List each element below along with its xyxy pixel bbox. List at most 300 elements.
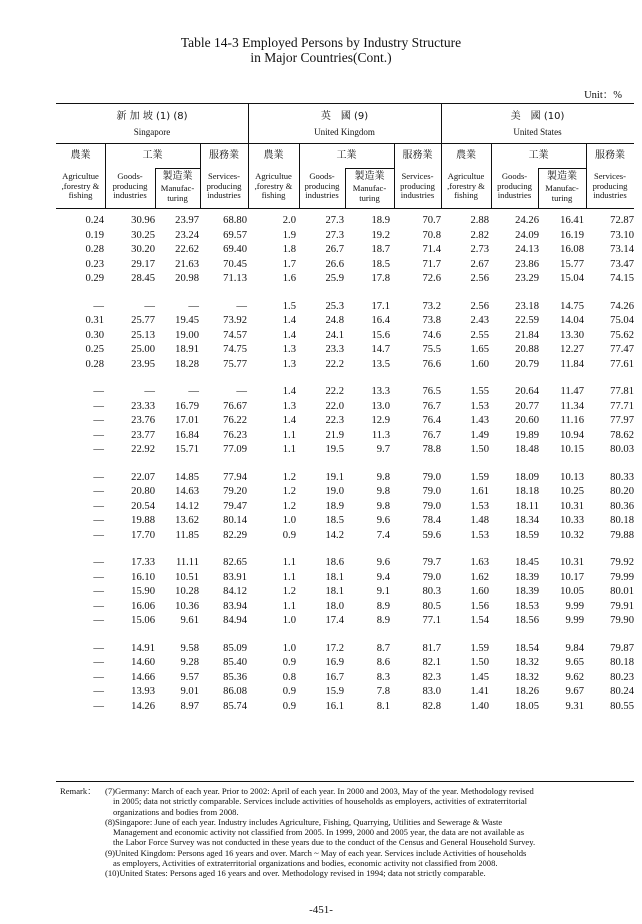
table-cell: 76.6	[422, 358, 441, 370]
table-cell: 9.8	[376, 500, 390, 512]
table-cell: 8.9	[376, 615, 390, 626]
table-cell: 2.56	[470, 273, 489, 284]
table-row	[56, 685, 634, 700]
table-cell: 1.50	[470, 444, 489, 455]
table-cell: 76.23	[223, 429, 247, 441]
table-cell: 30.96	[131, 215, 155, 226]
table-cell: —	[144, 386, 155, 397]
table-cell: 85.40	[223, 657, 247, 668]
us-services-en: Services- producing industries	[592, 171, 628, 201]
table-cell: 9.4	[376, 571, 390, 583]
table-row	[56, 514, 634, 529]
table-row	[56, 656, 634, 671]
table-cell: 26.6	[325, 258, 344, 270]
table-cell: 16.79	[175, 400, 199, 412]
sg-mfg-box-top	[155, 168, 200, 169]
table-cell: 77.47	[610, 344, 634, 355]
table-body	[56, 214, 634, 727]
table-cell: 80.03	[610, 444, 634, 455]
table-cell: 22.2	[325, 358, 344, 370]
table-cell: 9.1	[376, 586, 390, 597]
table-cell: 1.0	[282, 642, 296, 654]
table-cell: 2.73	[470, 244, 489, 255]
table-cell: 1.60	[470, 358, 489, 370]
table-cell: 21.84	[515, 329, 539, 341]
table-cell: 80.24	[610, 686, 634, 697]
table-cell: 68.80	[223, 215, 247, 226]
table-cell: 10.17	[560, 571, 584, 583]
table-cell: 1.65	[470, 344, 489, 355]
table-cell: 1.9	[282, 229, 296, 241]
table-cell: 2.43	[470, 315, 489, 326]
table-cell: —	[93, 386, 104, 397]
table-row	[56, 500, 634, 515]
table-cell: —	[93, 486, 104, 497]
table-row	[56, 258, 634, 273]
table-cell: —	[93, 586, 104, 597]
table-cell: 24.8	[325, 315, 344, 326]
table-cell: 19.2	[371, 229, 390, 241]
table-cell: 22.3	[325, 415, 344, 426]
table-cell: 1.2	[282, 500, 296, 512]
table-cell: 17.2	[325, 642, 344, 654]
table-cell: 23.33	[131, 400, 155, 412]
table-cell: 9.6	[376, 557, 390, 568]
table-cell: 23.76	[131, 415, 155, 426]
table-cell: 2.82	[470, 229, 489, 241]
table-cell: 17.8	[371, 273, 390, 284]
table-cell: 79.92	[610, 557, 634, 568]
table-cell: 1.1	[282, 600, 296, 612]
table-cell: 18.1	[325, 586, 344, 597]
table-cell: 21.9	[325, 429, 344, 441]
table-cell: 76.22	[223, 415, 247, 426]
table-cell: 9.28	[180, 657, 199, 668]
table-cell: 1.2	[282, 486, 296, 497]
table-cell: 18.53	[515, 600, 539, 612]
table-cell: 1.49	[470, 429, 489, 441]
table-cell: 14.04	[560, 315, 584, 326]
table-cell: 13.93	[131, 686, 155, 697]
sg-mfg-en: Manufac- turing	[160, 183, 195, 203]
table-cell: 11.34	[560, 400, 584, 412]
table-cell: 80.5	[422, 600, 441, 612]
table-cell: 20.64	[515, 386, 539, 397]
table-cell: —	[93, 429, 104, 441]
table-cell: 1.53	[470, 529, 489, 541]
row-group	[56, 642, 634, 715]
table-cell: 19.45	[175, 315, 199, 326]
table-cell: 10.28	[175, 586, 199, 597]
table-cell: 20.60	[515, 415, 539, 426]
table-cell: 11.84	[560, 358, 584, 370]
table-cell: 20.98	[175, 273, 199, 284]
table-cell: 72.6	[422, 273, 441, 284]
table-cell: 24.1	[325, 329, 344, 341]
table-cell: 0.23	[85, 258, 104, 270]
table-cell: 80.33	[610, 471, 634, 483]
table-cell: 1.59	[470, 642, 489, 654]
us-agri-cn: 農業	[456, 150, 476, 161]
country-us-cn: 美 國 (10)	[510, 111, 565, 122]
table-cell: 69.57	[223, 229, 247, 241]
table-cell: 20.80	[131, 486, 155, 497]
table-cell: 18.39	[515, 571, 539, 583]
table-cell: 78.62	[610, 429, 634, 441]
table-cell: 0.9	[282, 700, 296, 712]
table-cell: 17.33	[131, 557, 155, 568]
table-cell: 75.5	[422, 344, 441, 355]
table-cell: 1.50	[470, 657, 489, 668]
table-cell: 73.47	[610, 258, 634, 270]
table-cell: —	[93, 700, 104, 712]
table-cell: 10.31	[560, 500, 584, 512]
table-cell: 1.4	[282, 329, 296, 341]
row-group	[56, 471, 634, 544]
table-row	[56, 243, 634, 258]
table-cell: 14.85	[175, 471, 199, 483]
table-cell: 79.0	[422, 471, 441, 483]
header-country-rule	[56, 143, 634, 144]
table-cell: 1.48	[470, 515, 489, 526]
table-cell: 10.31	[560, 557, 584, 568]
table-cell: 18.5	[371, 258, 390, 270]
table-cell: 0.9	[282, 529, 296, 541]
table-cell: 71.7	[422, 258, 441, 270]
table-cell: 14.12	[175, 500, 199, 512]
remark-line: in 2005; data not strictly comparable. Services include activities of households as employers, activities of extraterritorial	[113, 796, 528, 807]
remark-line: organizations and bodies from 2008.	[113, 806, 239, 817]
table-cell: 74.6	[422, 329, 441, 341]
table-row	[56, 585, 634, 600]
table-cell: 76.7	[422, 400, 441, 412]
table-cell: 10.05	[560, 586, 584, 597]
table-cell: 16.06	[131, 600, 155, 612]
table-cell: 18.9	[325, 500, 344, 512]
table-cell: 1.8	[282, 244, 296, 255]
table-cell: 77.81	[610, 386, 634, 397]
table-cell: 79.87	[610, 642, 634, 654]
table-cell: 74.57	[223, 329, 247, 341]
table-cell: 16.1	[325, 700, 344, 712]
table-cell: 1.4	[282, 386, 296, 397]
table-cell: 1.55	[470, 386, 489, 397]
remark-line: Management and economic activity not classified from 2005. In 1999, 2000 and 2005 year, the data are not available as	[113, 827, 525, 838]
table-cell: 11.11	[175, 557, 199, 568]
table-bottom-rule	[56, 781, 634, 782]
table-cell: 1.59	[470, 471, 489, 483]
table-cell: 30.25	[131, 229, 155, 241]
table-cell: 74.75	[223, 344, 247, 355]
table-cell: 1.45	[470, 671, 489, 683]
table-cell: 9.62	[565, 671, 584, 683]
table-cell: 69.40	[223, 244, 247, 255]
table-cell: 30.20	[131, 244, 155, 255]
table-cell: 24.09	[515, 229, 539, 241]
table-cell: 1.63	[470, 557, 489, 568]
table-cell: 73.10	[610, 229, 634, 241]
table-cell: 85.74	[223, 700, 247, 712]
table-cell: 77.94	[223, 471, 247, 483]
table-cell: 15.04	[560, 273, 584, 284]
table-cell: 1.43	[470, 415, 489, 426]
sg-agri-en: Agricultue ,forestry & fishing	[61, 171, 100, 201]
table-row	[56, 300, 634, 315]
table-cell: 8.97	[180, 700, 199, 712]
table-cell: 20.54	[131, 500, 155, 512]
table-cell: 25.9	[325, 273, 344, 284]
title-line-1: Table 14-3 Employed Persons by Industry Structure	[180, 35, 462, 50]
table-cell: —	[93, 642, 104, 654]
table-cell: 18.32	[515, 671, 539, 683]
table-cell: 18.28	[175, 358, 199, 370]
table-cell: 1.3	[282, 400, 296, 412]
table-cell: 76.7	[422, 429, 441, 441]
table-cell: 20.79	[515, 358, 539, 370]
table-row	[56, 343, 634, 358]
table-cell: 10.13	[560, 471, 584, 483]
table-cell: 70.45	[223, 258, 247, 270]
table-cell: —	[93, 571, 104, 583]
unit-label: Unit：%	[584, 90, 622, 101]
table-cell: 18.7	[371, 244, 390, 255]
table-cell: 2.88	[470, 215, 489, 226]
table-row	[56, 385, 634, 400]
table-cell: 14.2	[325, 529, 344, 541]
table-cell: —	[144, 300, 155, 312]
table-cell: 76.5	[422, 386, 441, 397]
table-cell: 18.54	[515, 642, 539, 654]
country-singapore-cn: 新 加 坡 (1) (8)	[116, 111, 188, 122]
table-cell: 18.59	[515, 529, 539, 541]
table-cell: 16.4	[371, 315, 390, 326]
sg-goods-en: Goods- producing industries	[112, 171, 148, 201]
table-row	[56, 329, 634, 344]
table-cell: 78.4	[422, 515, 441, 526]
table-cell: 10.33	[560, 515, 584, 526]
table-cell: 80.18	[610, 515, 634, 526]
table-cell: 79.20	[223, 486, 247, 497]
uk-mfg-box-top	[345, 168, 394, 169]
table-cell: 80.36	[610, 500, 634, 512]
table-row	[56, 642, 634, 657]
table-cell: 1.2	[282, 471, 296, 483]
table-cell: —	[93, 444, 104, 455]
table-cell: —	[93, 500, 104, 512]
row-group	[56, 556, 634, 629]
remark-line: the Labor Force Survey was not conducted in these years due to the conduct of the Census and General Household Survey.	[113, 837, 536, 848]
table-cell: 14.26	[131, 700, 155, 712]
us-agri-en: Agricultue ,forestry & fishing	[447, 171, 485, 201]
table-cell: 27.3	[325, 229, 344, 241]
table-cell: 18.26	[515, 686, 539, 697]
country-singapore-en: Singapore	[133, 127, 171, 137]
table-cell: 80.18	[610, 657, 634, 668]
table-row	[56, 614, 634, 629]
table-cell: 10.94	[560, 429, 584, 441]
table-cell: 9.99	[565, 600, 584, 612]
table-cell: 19.1	[325, 471, 344, 483]
table-cell: 9.99	[565, 615, 584, 626]
table-cell: 9.8	[376, 486, 390, 497]
table-cell: 18.91	[175, 344, 199, 355]
table-cell: 73.8	[422, 315, 441, 326]
table-cell: 19.00	[175, 329, 199, 341]
table-cell: 24.26	[515, 215, 539, 226]
table-cell: 22.59	[515, 315, 539, 326]
table-cell: 14.60	[131, 657, 155, 668]
uk-mfg-cn: 製造業	[354, 171, 385, 182]
table-cell: 11.85	[175, 529, 199, 541]
remark-line: (8)Singapore: June of each year. Industry includes Agriculture, Fishing, Quarrying, Utilities and Sewerage & Waste	[105, 816, 503, 827]
table-cell: 25.77	[131, 315, 155, 326]
table-cell: 79.99	[610, 571, 634, 583]
table-cell: 79.0	[422, 486, 441, 497]
remarks-label: Remark：	[60, 786, 96, 796]
table-cell: 9.65	[565, 657, 584, 668]
table-cell: —	[93, 600, 104, 612]
table-cell: 17.4	[325, 615, 344, 626]
table-cell: 76.4	[422, 415, 441, 426]
table-cell: 1.1	[282, 429, 296, 441]
table-cell: 11.3	[371, 429, 390, 441]
table-row	[56, 272, 634, 287]
table-cell: —	[93, 686, 104, 697]
row-group	[56, 300, 634, 373]
table-cell: 2.56	[470, 300, 489, 312]
table-cell: 73.92	[223, 315, 247, 326]
table-cell: 70.7	[422, 215, 441, 226]
table-row	[56, 556, 634, 571]
table-cell: 10.25	[560, 486, 584, 497]
table-cell: 22.0	[325, 400, 344, 412]
table-row	[56, 529, 634, 544]
table-row	[56, 214, 634, 229]
table-cell: 17.70	[131, 529, 155, 541]
table-cell: 19.88	[131, 515, 155, 526]
table-cell: 18.5	[325, 515, 344, 526]
table-cell: 77.71	[610, 400, 634, 412]
us-mfg-box-top	[538, 168, 586, 169]
table-cell: 15.90	[131, 586, 155, 597]
table-cell: 9.67	[565, 686, 584, 697]
table-cell: 0.31	[85, 315, 104, 326]
remark-line: (9)United Kingdom: Persons aged 16 years and over. March ~ May of each year. Services include Activities of households	[105, 847, 527, 858]
table-cell: 24.13	[515, 244, 539, 255]
table-cell: 71.4	[422, 244, 441, 255]
table-cell: —	[93, 400, 104, 412]
table-cell: 0.28	[85, 244, 104, 255]
table-cell: 18.1	[325, 571, 344, 583]
table-cell: 80.23	[610, 671, 634, 683]
table-cell: 14.66	[131, 671, 155, 683]
table-cell: 23.18	[515, 300, 539, 312]
table-cell: 25.3	[325, 300, 344, 312]
table-cell: 82.65	[223, 557, 247, 568]
table-cell: 16.10	[131, 571, 155, 583]
table-cell: 9.8	[376, 471, 390, 483]
table-cell: 19.0	[325, 486, 344, 497]
table-cell: 16.84	[175, 429, 199, 441]
table-cell: 25.00	[131, 344, 155, 355]
table-cell: 1.1	[282, 571, 296, 583]
table-cell: 85.36	[223, 671, 247, 683]
table-cell: 59.6	[422, 529, 441, 541]
table-cell: 75.77	[223, 358, 247, 370]
header-bottom-rule	[56, 208, 634, 209]
table-cell: 16.41	[560, 215, 584, 226]
remark-line: (7)Germany: March of each year. Prior to 2002: April of each year. In 2000 and 2003, May of the year. Methodology revised	[105, 786, 534, 796]
table-cell: 23.3	[325, 344, 344, 355]
table-cell: 18.18	[515, 486, 539, 497]
table-cell: 26.7	[325, 244, 344, 255]
uk-mfg-en: Manufac- turing	[352, 183, 387, 203]
uk-services-en: Services- producing industries	[400, 171, 435, 201]
table-cell: 18.32	[515, 657, 539, 668]
table-cell: 82.8	[422, 700, 441, 712]
table-cell: 9.57	[180, 671, 199, 683]
sg-industry-cn: 工業	[142, 150, 163, 161]
table-cell: 2.0	[282, 215, 296, 226]
table-cell: 11.16	[560, 415, 584, 426]
table-cell: 22.92	[131, 444, 155, 455]
table-cell: 79.0	[422, 571, 441, 583]
table-cell: 13.3	[371, 386, 390, 397]
table-row	[56, 671, 634, 686]
table-cell: 16.9	[325, 657, 344, 668]
table-cell: 1.0	[282, 515, 296, 526]
uk-industry-cn: 工業	[336, 150, 357, 161]
table-cell: 14.63	[175, 486, 199, 497]
table-cell: 80.55	[610, 700, 634, 712]
us-services-cn: 服務業	[595, 150, 625, 161]
table-cell: —	[93, 671, 104, 683]
table-cell: 0.19	[85, 229, 104, 241]
row-group	[56, 385, 634, 458]
table-cell: 8.7	[376, 642, 390, 654]
table-row	[56, 571, 634, 586]
table-cell: 79.0	[422, 500, 441, 512]
table-row	[56, 429, 634, 444]
table-cell: 13.5	[371, 358, 390, 370]
page-number: -451-	[309, 904, 333, 916]
table-cell: 18.9	[371, 215, 390, 226]
remarks	[60, 786, 634, 879]
table-cell: 9.58	[180, 642, 199, 654]
remarks-body	[105, 786, 634, 879]
table-cell: 79.7	[422, 557, 441, 568]
table-cell: 0.24	[85, 215, 104, 226]
table-cell: 23.77	[131, 429, 155, 441]
table-cell: 1.1	[282, 444, 296, 455]
table-cell: 20.77	[515, 400, 539, 412]
table-cell: —	[236, 300, 247, 312]
table-cell: 83.94	[223, 600, 247, 612]
table-cell: 77.97	[610, 415, 634, 426]
table-cell: 85.09	[223, 642, 247, 654]
table-cell: 80.3	[422, 586, 441, 597]
table-cell: —	[93, 471, 104, 483]
table-cell: 77.61	[610, 358, 634, 370]
table-cell: 18.48	[515, 444, 539, 455]
table-cell: 16.08	[560, 244, 584, 255]
table-cell: 18.05	[515, 700, 539, 712]
table-cell: 70.8	[422, 229, 441, 241]
country-us-en: United States	[513, 127, 562, 137]
table-cell: 72.87	[610, 215, 634, 226]
table-cell: 10.36	[175, 600, 199, 612]
table-cell: 0.30	[85, 329, 104, 341]
